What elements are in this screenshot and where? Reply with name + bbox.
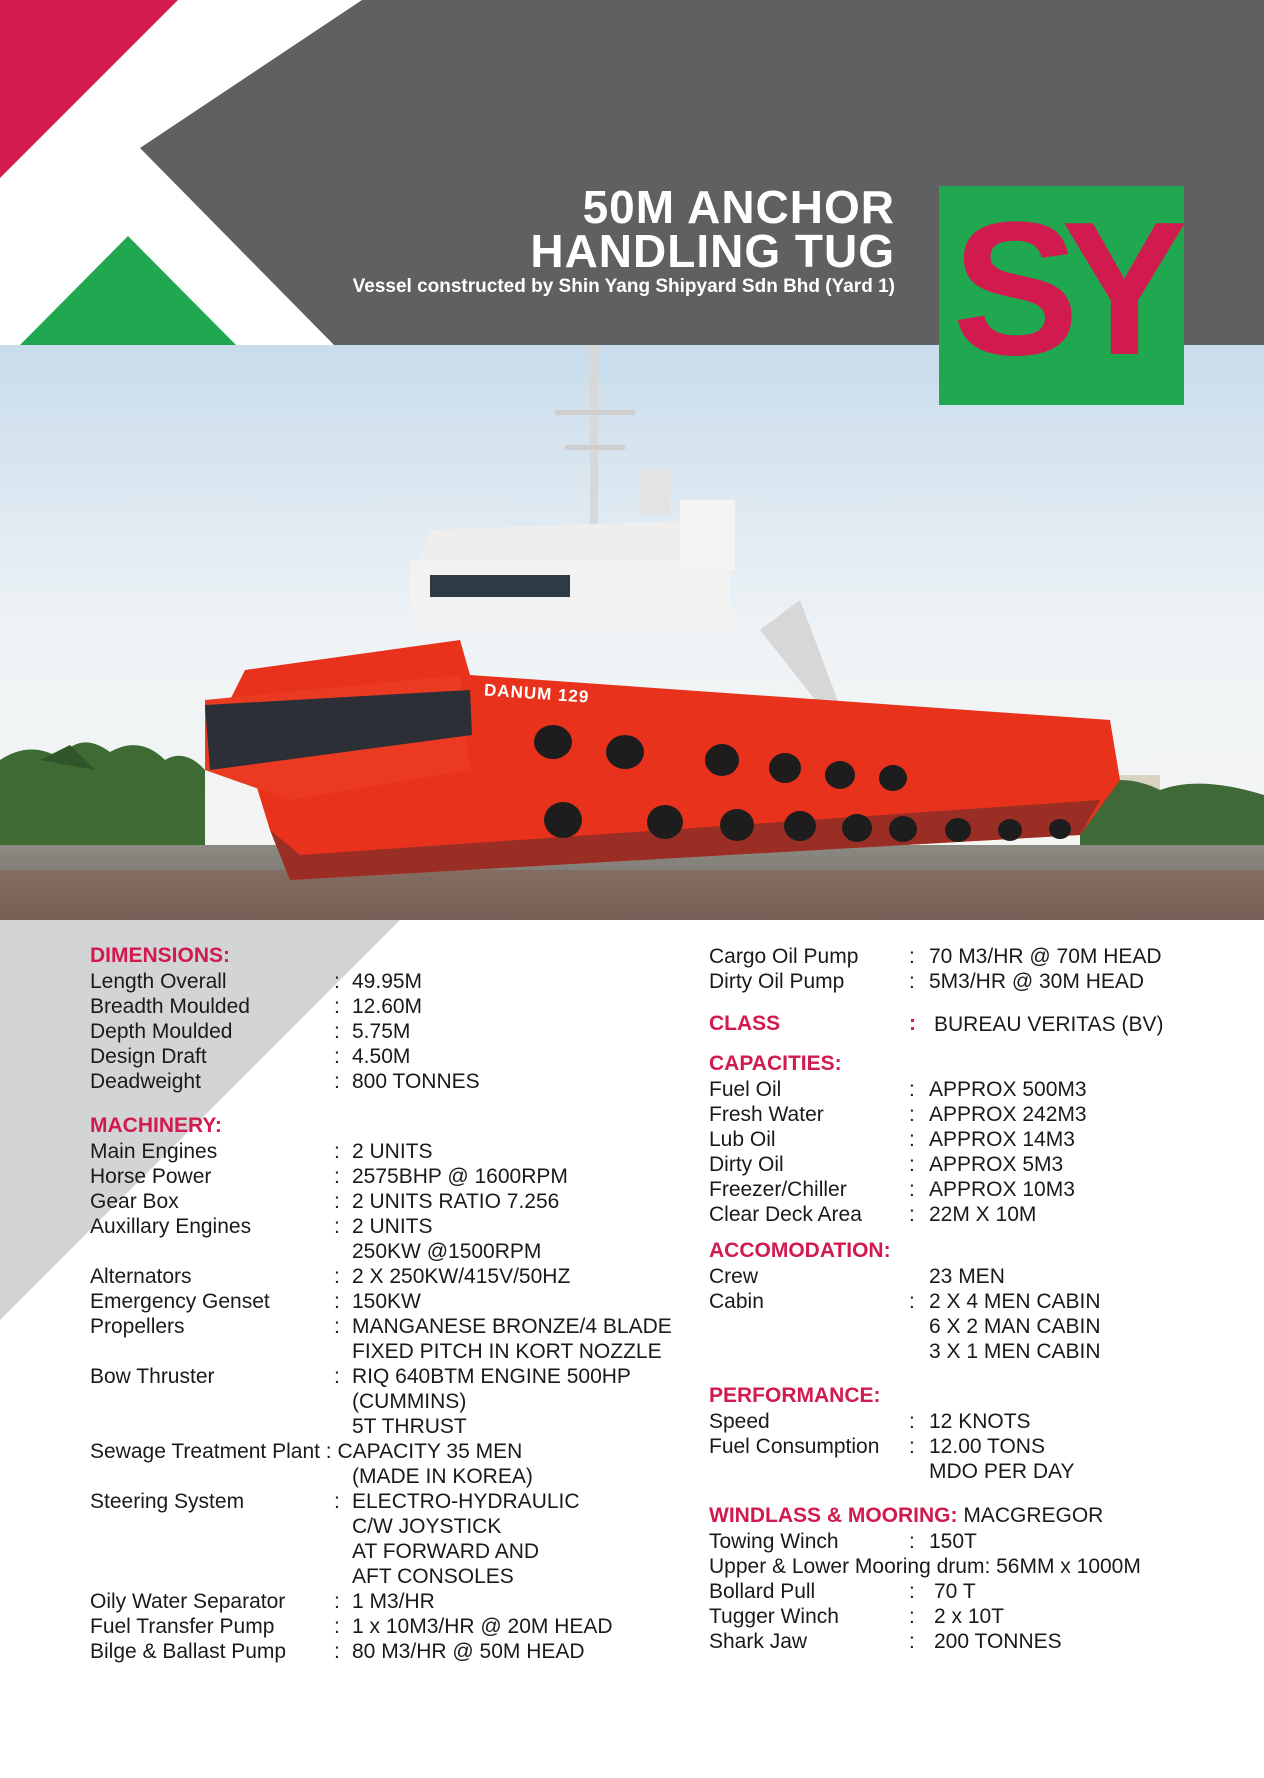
dimension-value: 49.95M	[352, 970, 423, 993]
capacity-label: Lub Oil	[709, 1128, 776, 1151]
title-line-1: 50M ANCHOR	[582, 181, 895, 233]
machinery-value: 1 M3/HR	[352, 1590, 435, 1613]
dimension-label: Length Overall	[90, 970, 227, 993]
dimension-value: 800 TONNES	[352, 1070, 480, 1093]
machinery-label: Steering System	[90, 1490, 245, 1513]
green-triangle	[20, 236, 236, 345]
capacity-separator: :	[909, 1078, 915, 1101]
machinery-value: 2 UNITS RATIO 7.256	[352, 1190, 560, 1213]
machinery-separator: :	[334, 1615, 340, 1638]
accomodation-label: Crew	[709, 1265, 759, 1288]
machinery-separator: :	[334, 1265, 340, 1288]
capacity-label: Dirty Oil	[709, 1153, 784, 1176]
pump-label: Cargo Oil Pump	[709, 945, 859, 968]
performance-separator: :	[909, 1410, 915, 1433]
machinery-separator: :	[334, 1490, 340, 1513]
capacity-separator: :	[909, 1128, 915, 1151]
performance-value: 12 KNOTS	[929, 1410, 1031, 1433]
machinery-value: 2 UNITS	[352, 1140, 433, 1163]
dimension-separator: :	[334, 1045, 340, 1068]
machinery-separator: :	[334, 1165, 340, 1188]
capacity-value: APPROX 14M3	[929, 1128, 1075, 1151]
dimension-value: 4.50M	[352, 1045, 411, 1068]
windlass-separator: :	[909, 1580, 915, 1603]
windlass-label: Tugger Winch	[709, 1605, 839, 1628]
class-value: BUREAU VERITAS (BV)	[934, 1013, 1164, 1036]
machinery-label: Sewage Treatment Plant : CAPACITY 35 MEN	[90, 1440, 523, 1463]
subtitle: Vessel constructed by Shin Yang Shipyard Sdn Bhd (Yard 1)	[352, 276, 895, 297]
windlass-value: 70 T	[934, 1580, 976, 1603]
windlass-heading: WINDLASS & MOORING: MACGREGOR	[709, 1504, 1104, 1527]
windlass-label: Towing Winch	[709, 1530, 839, 1553]
machinery-label: Fuel Transfer Pump	[90, 1615, 275, 1638]
accomodation-separator: :	[909, 1290, 915, 1313]
capacity-label: Freezer/Chiller	[709, 1178, 847, 1201]
dimension-label: Breadth Moulded	[90, 995, 250, 1018]
capacity-label: Fresh Water	[709, 1103, 824, 1126]
windlass-label: Shark Jaw	[709, 1630, 808, 1653]
pump-separator: :	[909, 970, 915, 993]
machinery-heading: MACHINERY:	[90, 1114, 222, 1137]
machinery-value: 2 UNITS 250KW @1500RPM	[352, 1215, 542, 1263]
machinery-value: ELECTRO-HYDRAULIC C/W JOYSTICK AT FORWARD AND AFT CONSOLES	[352, 1490, 580, 1588]
capacity-value: APPROX 500M3	[929, 1078, 1087, 1101]
performance-value: 12.00 TONS MDO PER DAY	[929, 1435, 1075, 1483]
machinery-value: (MADE IN KOREA)	[352, 1465, 533, 1488]
machinery-separator: :	[334, 1315, 340, 1338]
accomodation-value: 23 MEN	[929, 1265, 1005, 1288]
capacity-separator: :	[909, 1203, 915, 1226]
pump-label: Dirty Oil Pump	[709, 970, 845, 993]
performance-label: Fuel Consumption	[709, 1435, 880, 1458]
dimension-separator: :	[334, 1070, 340, 1093]
dimension-separator: :	[334, 1020, 340, 1043]
performance-separator: :	[909, 1435, 915, 1458]
machinery-separator: :	[334, 1290, 340, 1313]
machinery-label: Emergency Genset	[90, 1290, 270, 1313]
class-heading: CLASS	[709, 1012, 781, 1035]
windlass-separator: :	[909, 1630, 915, 1653]
machinery-label: Auxillary Engines	[90, 1215, 252, 1238]
machinery-separator: :	[334, 1190, 340, 1213]
windlass-label: Bollard Pull	[709, 1580, 816, 1603]
accomodation-value: 2 X 4 MEN CABIN 6 X 2 MAN CABIN 3 X 1 MEN CABIN	[929, 1290, 1101, 1363]
windlass-separator: :	[909, 1605, 915, 1628]
machinery-value: 80 M3/HR @ 50M HEAD	[352, 1640, 585, 1663]
dimension-separator: :	[334, 995, 340, 1018]
capacity-value: 22M X 10M	[929, 1203, 1037, 1226]
pump-separator: :	[909, 945, 915, 968]
windlass-value: 2 x 10T	[934, 1605, 1005, 1628]
mooring-drum-row: Upper & Lower Mooring drum: 56MM x 1000M	[709, 1555, 1141, 1578]
machinery-value: 150KW	[352, 1290, 421, 1313]
pump-value: 70 M3/HR @ 70M HEAD	[929, 945, 1162, 968]
title-line-2: HANDLING TUG	[530, 225, 895, 277]
machinery-label: Propellers	[90, 1315, 185, 1338]
machinery-label: Main Engines	[90, 1140, 218, 1163]
machinery-value: 1 x 10M3/HR @ 20M HEAD	[352, 1615, 613, 1638]
ship-photo	[0, 345, 1264, 920]
machinery-value: RIQ 640BTM ENGINE 500HP (CUMMINS) 5T THRUST	[352, 1365, 631, 1438]
dimension-label: Design Draft	[90, 1045, 207, 1068]
capacity-value: APPROX 242M3	[929, 1103, 1087, 1126]
capacity-label: Clear Deck Area	[709, 1203, 862, 1226]
capacity-separator: :	[909, 1178, 915, 1201]
accomodation-label: Cabin	[709, 1290, 764, 1313]
machinery-value: MANGANESE BRONZE/4 BLADE FIXED PITCH IN KORT NOZZLE	[352, 1315, 672, 1363]
machinery-separator: :	[334, 1590, 340, 1613]
windlass-heading-value: MACGREGOR	[957, 1504, 1104, 1527]
performance-heading: PERFORMANCE:	[709, 1384, 881, 1407]
dimension-label: Depth Moulded	[90, 1020, 233, 1043]
windlass-value: 150T	[929, 1530, 977, 1553]
capacities-heading: CAPACITIES:	[709, 1052, 842, 1075]
dimension-label: Deadweight	[90, 1070, 201, 1093]
machinery-label: Bow Thruster	[90, 1365, 215, 1388]
machinery-label: Oily Water Separator	[90, 1590, 286, 1613]
capacity-label: Fuel Oil	[709, 1078, 782, 1101]
capacity-value: APPROX 5M3	[929, 1153, 1064, 1176]
machinery-label: Alternators	[90, 1265, 192, 1288]
capacity-separator: :	[909, 1103, 915, 1126]
pump-value: 5M3/HR @ 30M HEAD	[929, 970, 1145, 993]
capacity-separator: :	[909, 1153, 915, 1176]
machinery-value: 2 X 250KW/415V/50HZ	[352, 1265, 571, 1288]
performance-label: Speed	[709, 1410, 770, 1433]
dimension-separator: :	[334, 970, 340, 993]
dimensions-heading: DIMENSIONS:	[90, 944, 231, 967]
windlass-separator: :	[909, 1530, 915, 1553]
sy-logo	[939, 186, 1184, 405]
accomodation-heading: ACCOMODATION:	[709, 1239, 891, 1262]
windlass-value: 200 TONNES	[934, 1630, 1062, 1653]
svg-text:SY: SY	[952, 186, 1170, 395]
machinery-label: Gear Box	[90, 1190, 179, 1213]
hull-name: DANUM 129	[483, 680, 590, 707]
class-separator: :	[909, 1012, 916, 1035]
machinery-separator: :	[334, 1365, 340, 1388]
dimension-value: 5.75M	[352, 1020, 411, 1043]
machinery-separator: :	[334, 1140, 340, 1163]
machinery-separator: :	[334, 1215, 340, 1238]
machinery-label: Bilge & Ballast Pump	[90, 1640, 287, 1663]
machinery-value: 2575BHP @ 1600RPM	[352, 1165, 568, 1188]
dimension-value: 12.60M	[352, 995, 423, 1018]
machinery-label: Horse Power	[90, 1165, 212, 1188]
machinery-separator: :	[334, 1640, 340, 1663]
capacity-value: APPROX 10M3	[929, 1178, 1075, 1201]
